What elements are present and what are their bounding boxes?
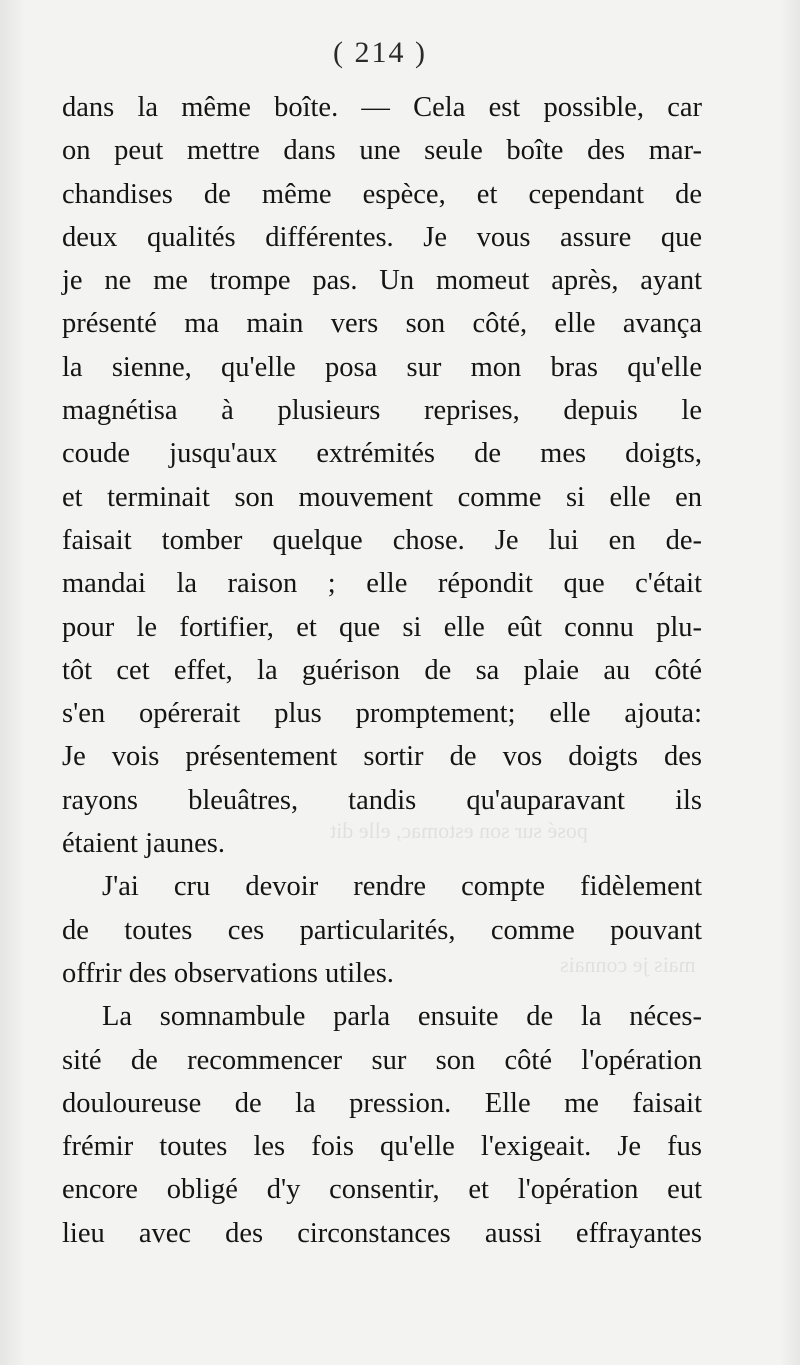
text-line: tôt cet effet, la guérison de sa plaie au côté [62,654,702,686]
text-line: encore obligé d'y consentir, et l'opération eut [62,1174,702,1206]
text-line: douloureuse de la pression. Elle me faisait [62,1087,702,1119]
text-line: deux qualités différentes. Je vous assure que [62,221,702,253]
text-line: lieu avec des circonstances aussi effrayantes [62,1217,702,1249]
text-line: dans la même boîte. — Cela est possible, car [62,92,702,123]
text-line: faisait tomber quelque chose. Je lui en de- [62,524,702,556]
text-line: on peut mettre dans une seule boîte des mar- [62,135,702,167]
text-line: s'en opérerait plus promptement; elle ajouta: [62,698,702,730]
text-line: offrir des observations utiles. [62,957,394,989]
text-line: rayons bleuâtres, tandis qu'auparavant ils [62,784,702,816]
text-line: pour le fortifier, et que si elle eût connu plu- [62,611,702,643]
text-line: étaient jaunes. [62,828,226,860]
text-line: sité de recommencer sur son côté l'opération [62,1044,702,1076]
bleed-through-text: mais je connais [560,952,696,977]
text-line: J'ai cru devoir rendre compte fidèlement [102,871,702,903]
text-line: présenté ma main vers son côté, elle avança [62,308,702,340]
text-line: je ne me trompe pas. Un momeut après, ayant [62,265,702,297]
text-line: Je vois présentement sortir de vos doigts des [62,741,702,773]
page-number: ( 214 ) [333,36,427,69]
text-line: de toutes ces particularités, comme pouvant [62,914,702,946]
text-line: chandises de même espèce, et cependant de [62,178,702,210]
text-line: et terminait son mouvement comme si elle en [62,481,702,513]
text-line: coude jusqu'aux extrémités de mes doigts, [62,438,702,470]
text-line: la sienne, qu'elle posa sur mon bras qu'elle [62,351,702,383]
text-line: La somnambule parla ensuite de la néces- [102,1001,702,1033]
text-line: frémir toutes les fois qu'elle l'exigeait. Je fus [62,1131,702,1163]
text-line: mandai la raison ; elle répondit que c'était [62,568,702,600]
body-text [62,86,702,1255]
text-line: magnétisa à plusieurs reprises, depuis le [62,395,702,427]
bleed-through-text: posé sur son estomac, elle dit [330,818,588,843]
